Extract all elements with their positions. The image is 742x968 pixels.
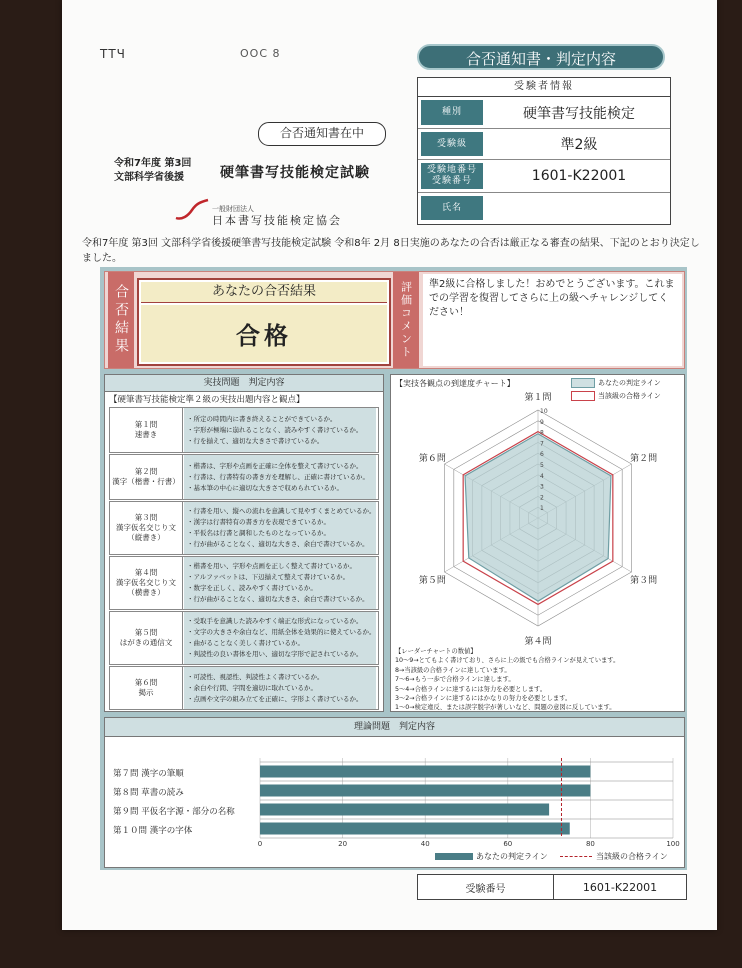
practical-row: [109, 454, 379, 500]
info-label: 種別: [421, 100, 483, 125]
exam-title: 硬筆書写技能検定試験: [220, 165, 370, 181]
info-label: 受験級: [421, 132, 483, 156]
question-cell: 第４問 漢字仮名交じり文（横書き）: [110, 557, 183, 609]
radar-category-label: 第５問: [418, 576, 446, 586]
bar: [260, 823, 570, 835]
question-cell: 第２問 漢字（楷書・行書）: [110, 455, 183, 499]
radar-tick-label: 7: [540, 440, 544, 448]
question-cell: 第１問 速書き: [110, 408, 183, 452]
bar-label: 第９問 平仮名字源・部分の名称: [113, 807, 235, 817]
info-label: 氏名: [421, 196, 483, 220]
result-panel: [100, 267, 687, 870]
bar-label: 第８問 草書の読み: [113, 788, 184, 798]
radar-tick-label: 2: [540, 494, 544, 502]
theory-bar-chart: [105, 718, 684, 867]
radar-series-yours: [465, 434, 611, 601]
footer-box: [417, 874, 687, 900]
legend-swatch: [560, 856, 592, 857]
practical-row: [109, 611, 379, 665]
radar-category-label: 第１問: [524, 393, 552, 403]
radar-legend-yours: あなたの判定ライン: [571, 378, 661, 388]
info-value: [488, 193, 670, 223]
theory-section: [104, 717, 685, 868]
info-value: 準2級: [560, 137, 598, 153]
exam-era: [114, 157, 191, 185]
radar-title: 【実技各観点の到達度チャート】: [395, 379, 515, 388]
theory-heading: 理論問題 判定内容: [105, 718, 684, 737]
radar-tick-label: 6: [540, 451, 544, 459]
radar-legend-pass: 当該級の合格ライン: [571, 391, 661, 401]
radar-tick-label: 9: [540, 418, 544, 426]
radar-section: [390, 374, 685, 712]
bar-tick-label: 80: [585, 840, 595, 848]
radar-tick-label: 8: [540, 429, 544, 437]
practical-heading: 実技問題 判定内容: [105, 375, 383, 392]
question-cell: 第５問 はがきの通信文: [110, 612, 183, 664]
candidate-info-heading: 受験者情報: [418, 78, 670, 97]
practical-subheading: 【硬筆書写技能検定準２級の実技出題内容と観点】: [109, 395, 305, 405]
points-cell: ・所定の時間内に書き終えることができているか。 ・字形が極端に崩れることなく、読みやすく書けているか。 ・行を揃えて、適切な大きさで書けているか。: [184, 408, 376, 452]
radar-tick-label: 4: [540, 472, 544, 480]
bar-tick-label: 40: [420, 840, 430, 848]
result-value: 合格: [141, 305, 387, 362]
bar-label: 第１０問 漢字の字体: [113, 826, 193, 836]
practical-section: [104, 374, 384, 712]
bar: [260, 785, 590, 797]
comment-text: 準2級に合格しました！おめでとうございます。これまでの学習を復習してさらに上の級へチャレンジしてください！: [423, 274, 682, 366]
comment-label: 評価コメント: [393, 272, 419, 368]
points-cell: ・楷書を用い、字形や点画を正しく整えて書けているか。 ・アルファベットは、下辺揃えて整えて書けているか。 ・数字を正しく、読みやすく書けているか。 ・行が曲がることなく、適切な大きさ、余白で書けているか。: [184, 557, 376, 609]
era-line1: 令和7年度 第3回: [114, 158, 192, 169]
bar: [260, 804, 549, 816]
era-line2: 文部科学省後援: [114, 172, 184, 183]
footer-label: 受験番号: [418, 875, 554, 899]
radar-tick-label: 1: [540, 505, 544, 513]
practical-row: [109, 556, 379, 610]
result-side-label: 合否結果: [108, 272, 134, 368]
result-box: [137, 278, 391, 366]
radar-chart: [391, 375, 684, 645]
question-cell: 第６問 掲示: [110, 667, 183, 709]
question-cell: 第３問 漢字仮名交じり文（縦書き）: [110, 502, 183, 554]
notice-stamp: 合否通知書在中: [258, 122, 386, 146]
info-row-grade: [418, 129, 670, 160]
intro-text: 令和7年度 第3回 文部科学省後援硬筆書写技能検定試験 令和8年 2月 8日実施のあなたの合否は厳正なる審査の結果、下記のとおり決定しました。: [82, 238, 700, 264]
radar-tick-label: 3: [540, 483, 544, 491]
radar-category-label: 第３問: [630, 576, 658, 586]
header-code-right: ООС 8: [240, 47, 281, 60]
radar-category-label: 第６問: [418, 454, 446, 464]
notice-sheet: [62, 0, 717, 930]
theory-legend-pass: 当該級の合格ライン: [560, 851, 668, 862]
radar-tick-label: 5: [540, 462, 544, 469]
candidate-info-box: [417, 77, 671, 225]
practical-row: [109, 666, 379, 710]
theory-legend-yours: あなたの判定ライン: [435, 851, 548, 862]
info-value: 1601-K22001: [531, 168, 627, 184]
points-cell: ・行書を用い、縦への流れを意識して見やすくまとめているか。 ・漢字は行書特有の書き方を表現できているか。 ・平仮名は行書と調和したものとなっているか。 ・行が曲がることなく、適切な大きさ、余白で書けているか。: [184, 502, 376, 554]
notice-title: 合否通知書・判定内容: [417, 44, 665, 70]
org-name: 日本書写技能検定協会: [212, 214, 342, 227]
points-cell: ・受取手を意識した読みやすく端正な形式になっているか。 ・文字の大きさや余白など、用紙全体を効果的に使えているか。 ・曲がることなく美しく書けているか。 ・判読性の良い書体を用い、適切な字形で記されているか。: [184, 612, 376, 664]
practical-row: [109, 407, 379, 453]
footer-value: 1601-K22001: [582, 880, 658, 894]
legend-swatch: [435, 853, 473, 860]
points-cell: ・可読性、視認性、判読性よく書けているか。 ・余白や行間、字間を適切に取れているか。 ・点画や文字の組み立てを正確に、字形よく書けているか。: [184, 667, 376, 709]
radar-notes: 【レーダーチャートの数値】 10～9→とてもよく書けており、さらに上の級でも合格ラインが見えています。 8→当該級の合格ラインに達しています。 7～6→もう一歩で合格ラインに達します。 5～4→合格ラインに達するには努力を必要とします。 3～2→合格ラインに達するにはかなりの努力を必要とします。 1～0→検定違反、または誤字脱字が著しいなど、問題の意図に反しています。: [395, 648, 620, 712]
bar-tick-label: 20: [338, 840, 348, 848]
bar: [260, 766, 590, 778]
radar-category-label: 第２問: [630, 454, 658, 464]
practical-row: [109, 501, 379, 555]
result-title: あなたの合否結果: [141, 282, 387, 303]
org-logo-icon: [174, 198, 210, 222]
bar-label: 第７問 漢字の筆順: [113, 769, 184, 779]
info-row-number: [418, 160, 670, 193]
header-code: ТTЧ: [100, 47, 126, 61]
info-label: 受験地番号 受験番号: [421, 163, 483, 189]
info-row-name: [418, 193, 670, 223]
result-summary: [104, 271, 685, 369]
org-type: 一般財団法人: [212, 205, 254, 213]
info-row-type: [418, 97, 670, 129]
radar-category-label: 第４問: [524, 637, 552, 645]
points-cell: ・楷書は、字形や点画を正確に全体を整えて書けているか。 ・行書は、行書特有の書き方を理解し、正確に書けているか。 ・基本筆の中心に適切な大きさで収められているか。: [184, 455, 376, 499]
bar-tick-label: 100: [666, 840, 680, 848]
bar-tick-label: 60: [503, 840, 513, 848]
radar-tick-label: 10: [540, 408, 548, 415]
bar-tick-label: 0: [257, 840, 263, 848]
info-value: 硬筆書写技能検定: [523, 105, 635, 122]
